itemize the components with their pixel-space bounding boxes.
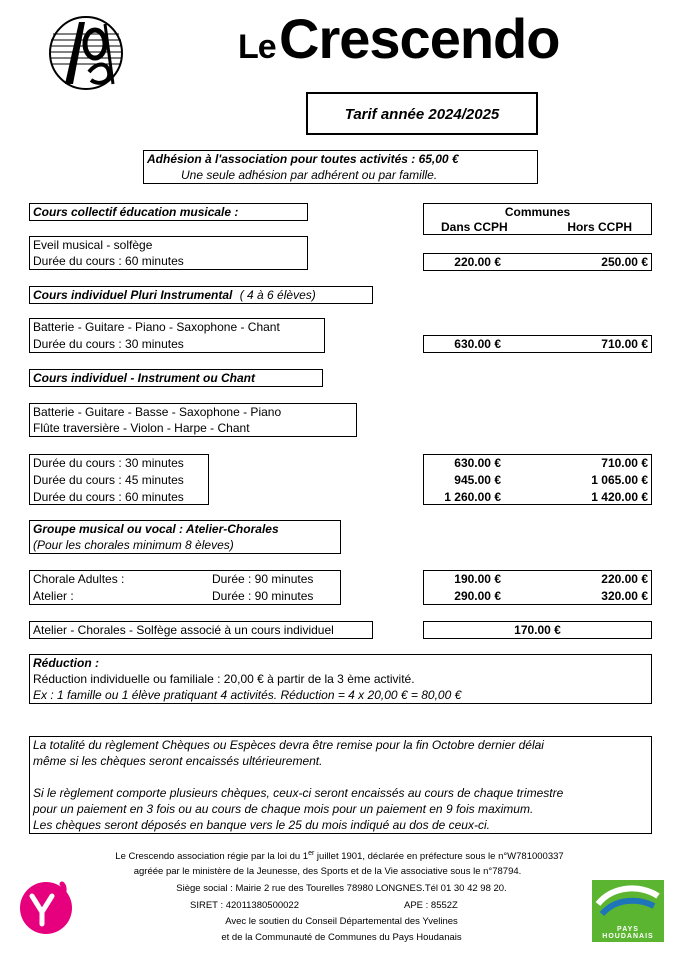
section4-row2-price-ccph: 290.00 € [454, 589, 501, 603]
section3-row2-label: Durée du cours : 45 minutes [33, 473, 184, 487]
section3-row3-price-hors: 1 420.00 € [591, 490, 648, 504]
footer-line6: et de la Communauté de Communes du Pays Houdanais [221, 932, 462, 943]
music-emblem-icon [45, 14, 127, 92]
section1-title: Cours collectif éducation musicale : [33, 205, 239, 219]
section2-line2: Durée du cours : 30 minutes [33, 337, 184, 351]
footer-line1-post: juillet 1901, déclarée en préfecture sous le n°W781000337 [314, 851, 564, 863]
payment-line1: La totalité du règlement Chèques ou Espèces devra être remise pour la fin Octobre dernier délai [33, 738, 544, 752]
section3-line2: Flûte traversière - Violon - Harpe - Chant [33, 421, 250, 435]
adhesion-subtitle: Une seule adhésion par adhérent ou par famille. [181, 168, 438, 182]
adhesion-title: Adhésion à l'association pour toutes activités : 65,00 € [147, 152, 459, 166]
section4-row1-price-ccph: 190.00 € [454, 572, 501, 586]
section4-title-box [29, 520, 341, 554]
section2-price-hors: 710.00 € [601, 337, 648, 351]
columns-group: Communes [504, 205, 571, 219]
section1-line2: Durée du cours : 60 minutes [33, 254, 184, 268]
section2-title-box [29, 286, 373, 304]
section3-row2-price-ccph: 945.00 € [454, 473, 501, 487]
section3-price-box [423, 454, 652, 505]
section3-title-box [29, 369, 323, 387]
footer-ape: APE : 8552Z [404, 900, 458, 911]
logo-title [238, 6, 559, 76]
payment-line3: Si le règlement comporte plusieurs chèques, ceux-ci seront encaissés au cours de chaque trimestre [33, 786, 564, 800]
section4-assoc-price-box [423, 621, 652, 639]
section3-line1: Batterie - Guitare - Basse - Saxophone - Piano [33, 405, 282, 419]
section2-content-box [29, 318, 325, 353]
section1-content-box [29, 236, 308, 270]
section1-price-hors: 250.00 € [601, 255, 648, 269]
payment-line2: même si les chèques seront encaissés ultérieurement. [33, 754, 323, 768]
tarif-title: Tarif année 2024/2025 [344, 106, 500, 123]
columns-header [423, 203, 652, 235]
section4-rows-box [29, 570, 341, 605]
footer-line5: Avec le soutien du Conseil Départemental des Yvelines [225, 916, 458, 927]
section3-row1-price-ccph: 630.00 € [454, 456, 501, 470]
reduction-title: Réduction : [33, 656, 99, 670]
section4-assoc-price: 170.00 € [514, 623, 561, 637]
payment-box [29, 736, 652, 834]
footer-siret: SIRET : 42011380500022 [190, 900, 299, 911]
section4-row2-label: Atelier : [33, 589, 74, 603]
section3-instruments-box [29, 403, 357, 437]
section2-price-box [423, 335, 652, 353]
section4-row2-duration: Durée : 90 minutes [212, 589, 314, 603]
section3-row1-label: Durée du cours : 30 minutes [33, 456, 184, 470]
adhesion-box [143, 150, 538, 184]
section1-price-ccph: 220.00 € [454, 255, 501, 269]
section3-durations-box [29, 454, 209, 505]
footer-line1-pre: Le Crescendo association régie par la loi du 1 [115, 851, 309, 863]
footer-line1 [0, 850, 681, 862]
payment-line4: pour un paiement en 3 fois ou au cours de chaque mois pour un paiement en 9 fois maximum. [33, 802, 534, 816]
section2-title: Cours individuel Pluri Instrumental [33, 288, 233, 302]
section3-row3-price-ccph: 1 260.00 € [444, 490, 501, 504]
section3-row2-price-hors: 1 065.00 € [591, 473, 648, 487]
section3-row1-price-hors: 710.00 € [601, 456, 648, 470]
footer-line1-sup: er [308, 850, 315, 857]
pays-houdanais-logo-text: PAYS HOUDANAIS [602, 926, 654, 940]
column-hors-ccph: Hors CCPH [567, 220, 632, 234]
section1-price-box [423, 253, 652, 271]
logo-main: Crescendo [279, 7, 560, 70]
reduction-line1: Réduction individuelle ou familiale : 20,00 € à partir de la 3 ème activité. [33, 672, 415, 686]
section2-line1: Batterie - Guitare - Piano - Saxophone - Chant [33, 320, 280, 334]
footer-line3: Siège social : Mairie 2 rue des Tourelles 78980 LONGNES.Tél 01 30 42 98 20. [176, 883, 507, 894]
section4-row2-price-hors: 320.00 € [601, 589, 648, 603]
section2-title-note: ( 4 à 6 élèves) [239, 288, 316, 302]
section4-price-box [423, 570, 652, 605]
section1-line1: Eveil musical - solfège [33, 238, 153, 252]
section4-assoc-box [29, 621, 373, 639]
section4-title: Groupe musical ou vocal : Atelier-Chorales [33, 522, 279, 536]
column-dans-ccph: Dans CCPH [441, 220, 508, 234]
tarif-title-box [306, 92, 538, 135]
section4-row1-price-hors: 220.00 € [601, 572, 648, 586]
section3-row3-label: Durée du cours : 60 minutes [33, 490, 184, 504]
logo-le: Le [238, 28, 276, 66]
section4-row1-duration: Durée : 90 minutes [212, 572, 314, 586]
yvelines-logo-icon [18, 876, 78, 936]
section4-row1-label: Chorale Adultes : [33, 572, 125, 586]
section2-title-line [33, 287, 316, 303]
section1-title-box [29, 203, 308, 221]
reduction-box [29, 654, 652, 704]
reduction-line2: Ex : 1 famille ou 1 élève pratiquant 4 activités. Réduction = 4 x 20,00 € = 80,00 € [33, 688, 462, 702]
section4-assoc-label: Atelier - Chorales - Solfège associé à un cours individuel [33, 623, 334, 637]
section3-title: Cours individuel - Instrument ou Chant [33, 371, 255, 385]
footer-line2: agréée par le ministère de la Jeunesse, des Sports et de la Vie associative sous le n°78794. [133, 866, 522, 877]
pays-houdanais-logo-icon [592, 880, 664, 942]
payment-line5: Les chèques seront déposés en banque vers le 25 du mois indiqué au dos de ceux-ci. [33, 818, 490, 832]
section4-subtitle: (Pour les chorales minimum 8 èleves) [33, 538, 234, 552]
section2-price-ccph: 630.00 € [454, 337, 501, 351]
